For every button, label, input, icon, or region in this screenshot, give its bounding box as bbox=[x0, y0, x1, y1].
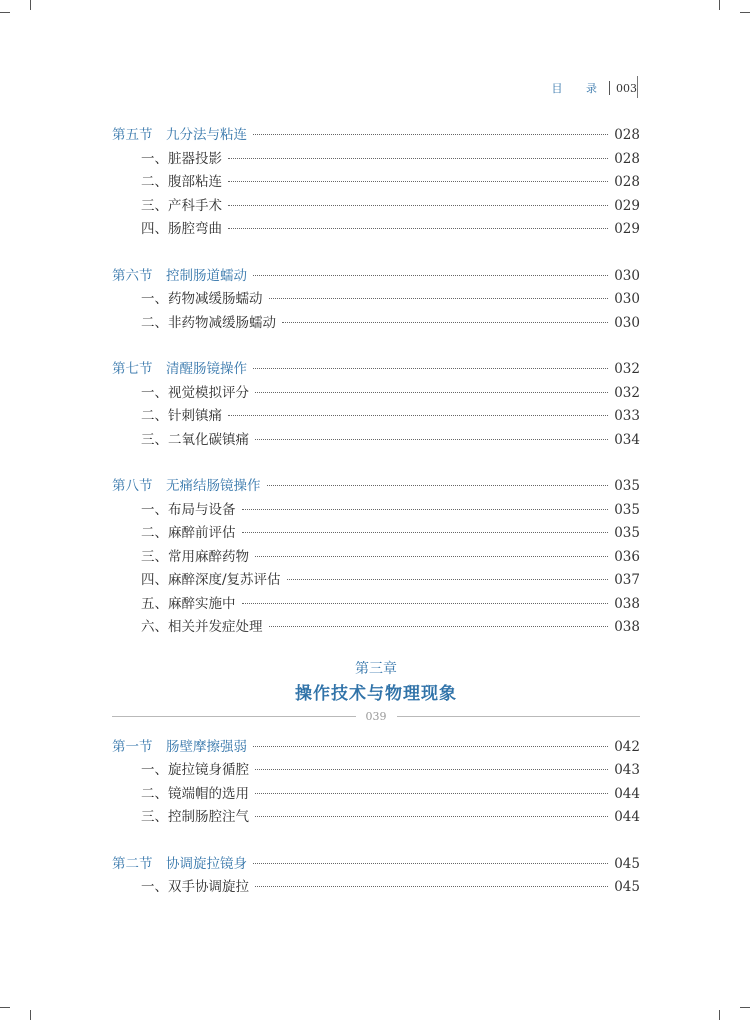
section-title: 第二节 协调旋拉镜身 bbox=[112, 855, 247, 872]
dot-leader bbox=[255, 793, 608, 794]
chapter-rule bbox=[112, 708, 640, 726]
item-title: 二、麻醉前评估 bbox=[141, 525, 236, 541]
item-title: 四、麻醉深度/复苏评估 bbox=[141, 572, 281, 588]
group-spacer bbox=[112, 830, 640, 853]
toc-item-entry[interactable] bbox=[112, 405, 640, 429]
group-spacer bbox=[112, 452, 640, 475]
chapter-number: 第三章 bbox=[355, 660, 397, 677]
item-title: 一、视觉模拟评分 bbox=[141, 384, 249, 401]
dot-leader bbox=[255, 392, 608, 393]
section-title: 第一节 肠壁摩擦强弱 bbox=[112, 738, 247, 755]
dot-leader bbox=[287, 579, 609, 580]
dot-leader bbox=[228, 228, 608, 229]
toc-item-entry[interactable] bbox=[112, 876, 640, 900]
item-title: 二、腹部粘连 bbox=[141, 174, 222, 190]
page-number: 034 bbox=[614, 431, 640, 448]
crop-mark-tr-v bbox=[719, 0, 720, 10]
header-divider bbox=[609, 81, 610, 95]
page-number: 032 bbox=[614, 384, 640, 401]
toc-item-entry[interactable] bbox=[112, 288, 640, 312]
dot-leader bbox=[282, 322, 608, 323]
chapter-heading bbox=[112, 658, 640, 726]
page-number: 033 bbox=[614, 408, 640, 424]
crop-mark-bl-h bbox=[0, 1007, 10, 1008]
toc-section-entry[interactable] bbox=[112, 853, 640, 877]
dot-leader bbox=[228, 205, 608, 206]
dot-leader bbox=[242, 509, 609, 510]
item-title: 三、常用麻醉药物 bbox=[141, 548, 249, 565]
toc-item-entry[interactable] bbox=[112, 546, 640, 570]
dot-leader bbox=[253, 368, 608, 369]
dot-leader bbox=[242, 532, 609, 533]
crop-mark-br-v bbox=[719, 1010, 720, 1020]
crop-mark-tl-h bbox=[0, 12, 10, 13]
page-number: 030 bbox=[614, 291, 640, 307]
crop-mark-bl-v bbox=[30, 1010, 31, 1020]
item-title: 二、非药物减缓肠蠕动 bbox=[141, 314, 276, 331]
toc-item-entry[interactable] bbox=[112, 218, 640, 242]
toc-item-entry[interactable] bbox=[112, 499, 640, 523]
toc-groups-top bbox=[112, 124, 640, 640]
item-title: 六、相关并发症处理 bbox=[141, 619, 263, 635]
page-number: 029 bbox=[614, 197, 640, 214]
dot-leader bbox=[228, 415, 608, 416]
toc-item-entry[interactable] bbox=[112, 569, 640, 593]
chapter-title[interactable]: 操作技术与物理现象 bbox=[295, 683, 457, 704]
crop-mark-tl-v bbox=[30, 0, 31, 10]
group-spacer bbox=[112, 242, 640, 265]
page-number: 037 bbox=[614, 572, 640, 588]
dot-leader bbox=[255, 769, 608, 770]
header-label: 目 录 bbox=[551, 82, 607, 95]
page-number: 028 bbox=[614, 127, 640, 143]
dot-leader bbox=[255, 556, 608, 557]
page-number: 028 bbox=[614, 174, 640, 190]
toc-item-entry[interactable] bbox=[112, 616, 640, 640]
toc-item-entry[interactable] bbox=[112, 806, 640, 830]
table-of-contents bbox=[112, 124, 640, 900]
dot-leader bbox=[253, 275, 608, 276]
item-title: 二、镜端帽的选用 bbox=[141, 785, 249, 802]
toc-item-entry[interactable] bbox=[112, 429, 640, 453]
page-number: 045 bbox=[614, 879, 640, 895]
dot-leader bbox=[253, 863, 608, 864]
page-number: 035 bbox=[614, 501, 640, 518]
toc-groups-bottom bbox=[112, 736, 640, 900]
item-title: 一、双手协调旋拉 bbox=[141, 879, 249, 895]
page-number: 042 bbox=[614, 738, 640, 755]
page-number: 032 bbox=[614, 361, 640, 377]
toc-section-entry[interactable] bbox=[112, 358, 640, 382]
toc-item-entry[interactable] bbox=[112, 593, 640, 617]
chapter-page-number: 039 bbox=[365, 710, 387, 723]
page-number: 036 bbox=[614, 548, 640, 565]
dot-leader bbox=[255, 816, 608, 817]
toc-item-entry[interactable] bbox=[112, 759, 640, 783]
page-number: 035 bbox=[614, 525, 640, 541]
page-number: 035 bbox=[614, 478, 640, 494]
page-number: 030 bbox=[614, 267, 640, 284]
item-title: 三、控制肠腔注气 bbox=[141, 809, 249, 825]
page-number: 044 bbox=[614, 785, 640, 802]
item-title: 一、脏器投影 bbox=[141, 150, 222, 167]
page-number: 038 bbox=[614, 619, 640, 635]
dot-leader bbox=[255, 886, 608, 887]
toc-item-entry[interactable] bbox=[112, 522, 640, 546]
dot-leader bbox=[228, 181, 608, 182]
item-title: 二、针刺镇痛 bbox=[141, 408, 222, 424]
header-page-number: 003 bbox=[616, 81, 637, 95]
running-header bbox=[552, 80, 638, 96]
dot-leader bbox=[228, 158, 608, 159]
toc-item-entry[interactable] bbox=[112, 783, 640, 807]
crop-mark-br-h bbox=[740, 1007, 750, 1008]
item-title: 一、旋拉镜身循腔 bbox=[141, 762, 249, 778]
item-title: 五、麻醉实施中 bbox=[141, 595, 236, 612]
toc-item-entry[interactable] bbox=[112, 148, 640, 172]
section-title: 第八节 无痛结肠镜操作 bbox=[112, 478, 261, 494]
dot-leader bbox=[269, 298, 609, 299]
header-rule bbox=[637, 76, 638, 98]
item-title: 三、产科手术 bbox=[141, 197, 222, 214]
page-number: 030 bbox=[614, 314, 640, 331]
toc-section-entry[interactable] bbox=[112, 475, 640, 499]
page-number: 044 bbox=[614, 809, 640, 825]
toc-section-entry[interactable] bbox=[112, 124, 640, 148]
chapter-rule-right bbox=[397, 716, 641, 717]
toc-item-entry[interactable] bbox=[112, 312, 640, 336]
item-title: 三、二氧化碳镇痛 bbox=[141, 431, 249, 448]
chapter-rule-left bbox=[112, 716, 356, 717]
group-spacer bbox=[112, 335, 640, 358]
page-number: 043 bbox=[614, 762, 640, 778]
toc-item-entry[interactable] bbox=[112, 195, 640, 219]
page-number: 028 bbox=[614, 150, 640, 167]
dot-leader bbox=[269, 626, 609, 627]
dot-leader bbox=[242, 603, 609, 604]
page-number: 045 bbox=[614, 855, 640, 872]
item-title: 一、布局与设备 bbox=[141, 501, 236, 518]
dot-leader bbox=[267, 485, 609, 486]
toc-item-entry[interactable] bbox=[112, 171, 640, 195]
toc-item-entry[interactable] bbox=[112, 382, 640, 406]
dot-leader bbox=[253, 134, 608, 135]
page-number: 038 bbox=[614, 595, 640, 612]
dot-leader bbox=[253, 746, 608, 747]
crop-mark-tr-h bbox=[740, 12, 750, 13]
section-title: 第七节 清醒肠镜操作 bbox=[112, 361, 247, 377]
section-title: 第六节 控制肠道蠕动 bbox=[112, 267, 247, 284]
item-title: 四、肠腔弯曲 bbox=[141, 221, 222, 237]
page-number: 029 bbox=[614, 221, 640, 237]
dot-leader bbox=[255, 439, 608, 440]
item-title: 一、药物减缓肠蠕动 bbox=[141, 291, 263, 307]
toc-section-entry[interactable] bbox=[112, 265, 640, 289]
toc-section-entry[interactable] bbox=[112, 736, 640, 760]
section-title: 第五节 九分法与粘连 bbox=[112, 127, 247, 143]
